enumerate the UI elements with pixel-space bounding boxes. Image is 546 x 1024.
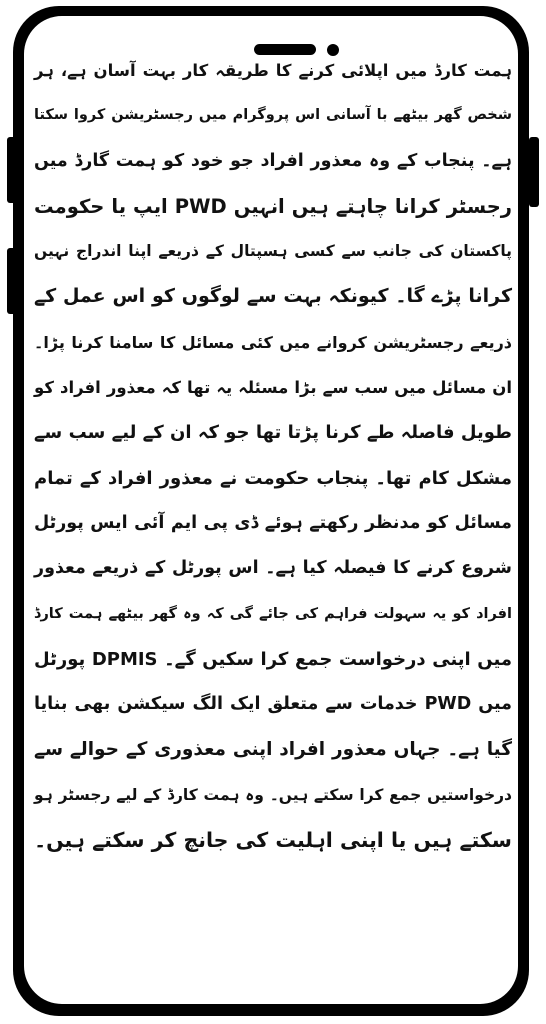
article-line: مشکل کام تھا۔ پنجاب حکومت نے معذور افراد کے تمام [34, 467, 512, 489]
article-line: رجسٹر کرانا چاہتے ہیں انہیں PWD ایپ یا حکومت [34, 194, 512, 218]
article-line: کرانا پڑے گا۔ کیونکہ بہت سے لوگوں کو اس عمل کے [34, 285, 512, 308]
article-line: ذریعے رجسٹریشن کروانے میں کئی مسائل کا سامنا کرنا پڑا۔ [34, 332, 512, 352]
article-line: مسائل کو مدنظر رکھتے ہوئے ڈی پی ایم آئی ایس پورٹل [34, 512, 512, 533]
article-line: میں اپنی درخواست جمع کرا سکیں گے۔ DPMIS پورٹل [34, 648, 512, 670]
article-line: شخص گھر بیٹھے با آسانی اس پروگرام میں رجسٹریشن کروا سکتا [34, 107, 512, 124]
volume-down-button [7, 248, 17, 314]
article-line: طویل فاصلہ طے کرنا پڑتا تھا جو کہ ان کے لیے سب سے [34, 422, 512, 444]
article-line: ہے۔ پنجاب کے وہ معذور افراد جو خود کو ہمت گارڈ میں [34, 150, 512, 171]
article-line: شروع کرنے کا فیصلہ کیا ہے۔ اس پورٹل کے ذریعے معذور [34, 558, 512, 579]
article-line: میں PWD خدمات سے متعلق ایک الگ سیکشن بھی بنایا [34, 694, 512, 715]
speaker-notch [254, 44, 316, 55]
article-text [34, 48, 512, 863]
power-button [529, 137, 539, 207]
article-line: گیا ہے۔ جہاں معذور افراد اپنی معذوری کے حوالے سے [34, 739, 512, 761]
article-line: درخواستیں جمع کرا سکتے ہیں۔ وہ ہمت کارڈ کے لیے رجسٹر ہو [34, 785, 512, 804]
front-camera [327, 44, 339, 56]
article-line: ہمت کارڈ میں اپلائی کرنے کا طریقہ کار بہت آسان ہے، ہر [34, 61, 512, 80]
article-line: ان مسائل میں سب سے بڑا مسئلہ یہ تھا کہ معذور افراد کو [34, 378, 512, 398]
article-line: سکتے ہیں یا اپنی اہلیت کی جانچ کر سکتے ہیں۔ [34, 828, 512, 853]
volume-up-button [7, 137, 17, 203]
article-line: پاکستان کی جانب سے کسی ہسپتال کے ذریعے اپنا اندراج نہیں [34, 242, 512, 261]
article-line: افراد کو یہ سہولت فراہم کی جائے گی کہ وہ گھر بیٹھے ہمت کارڈ [34, 605, 512, 622]
